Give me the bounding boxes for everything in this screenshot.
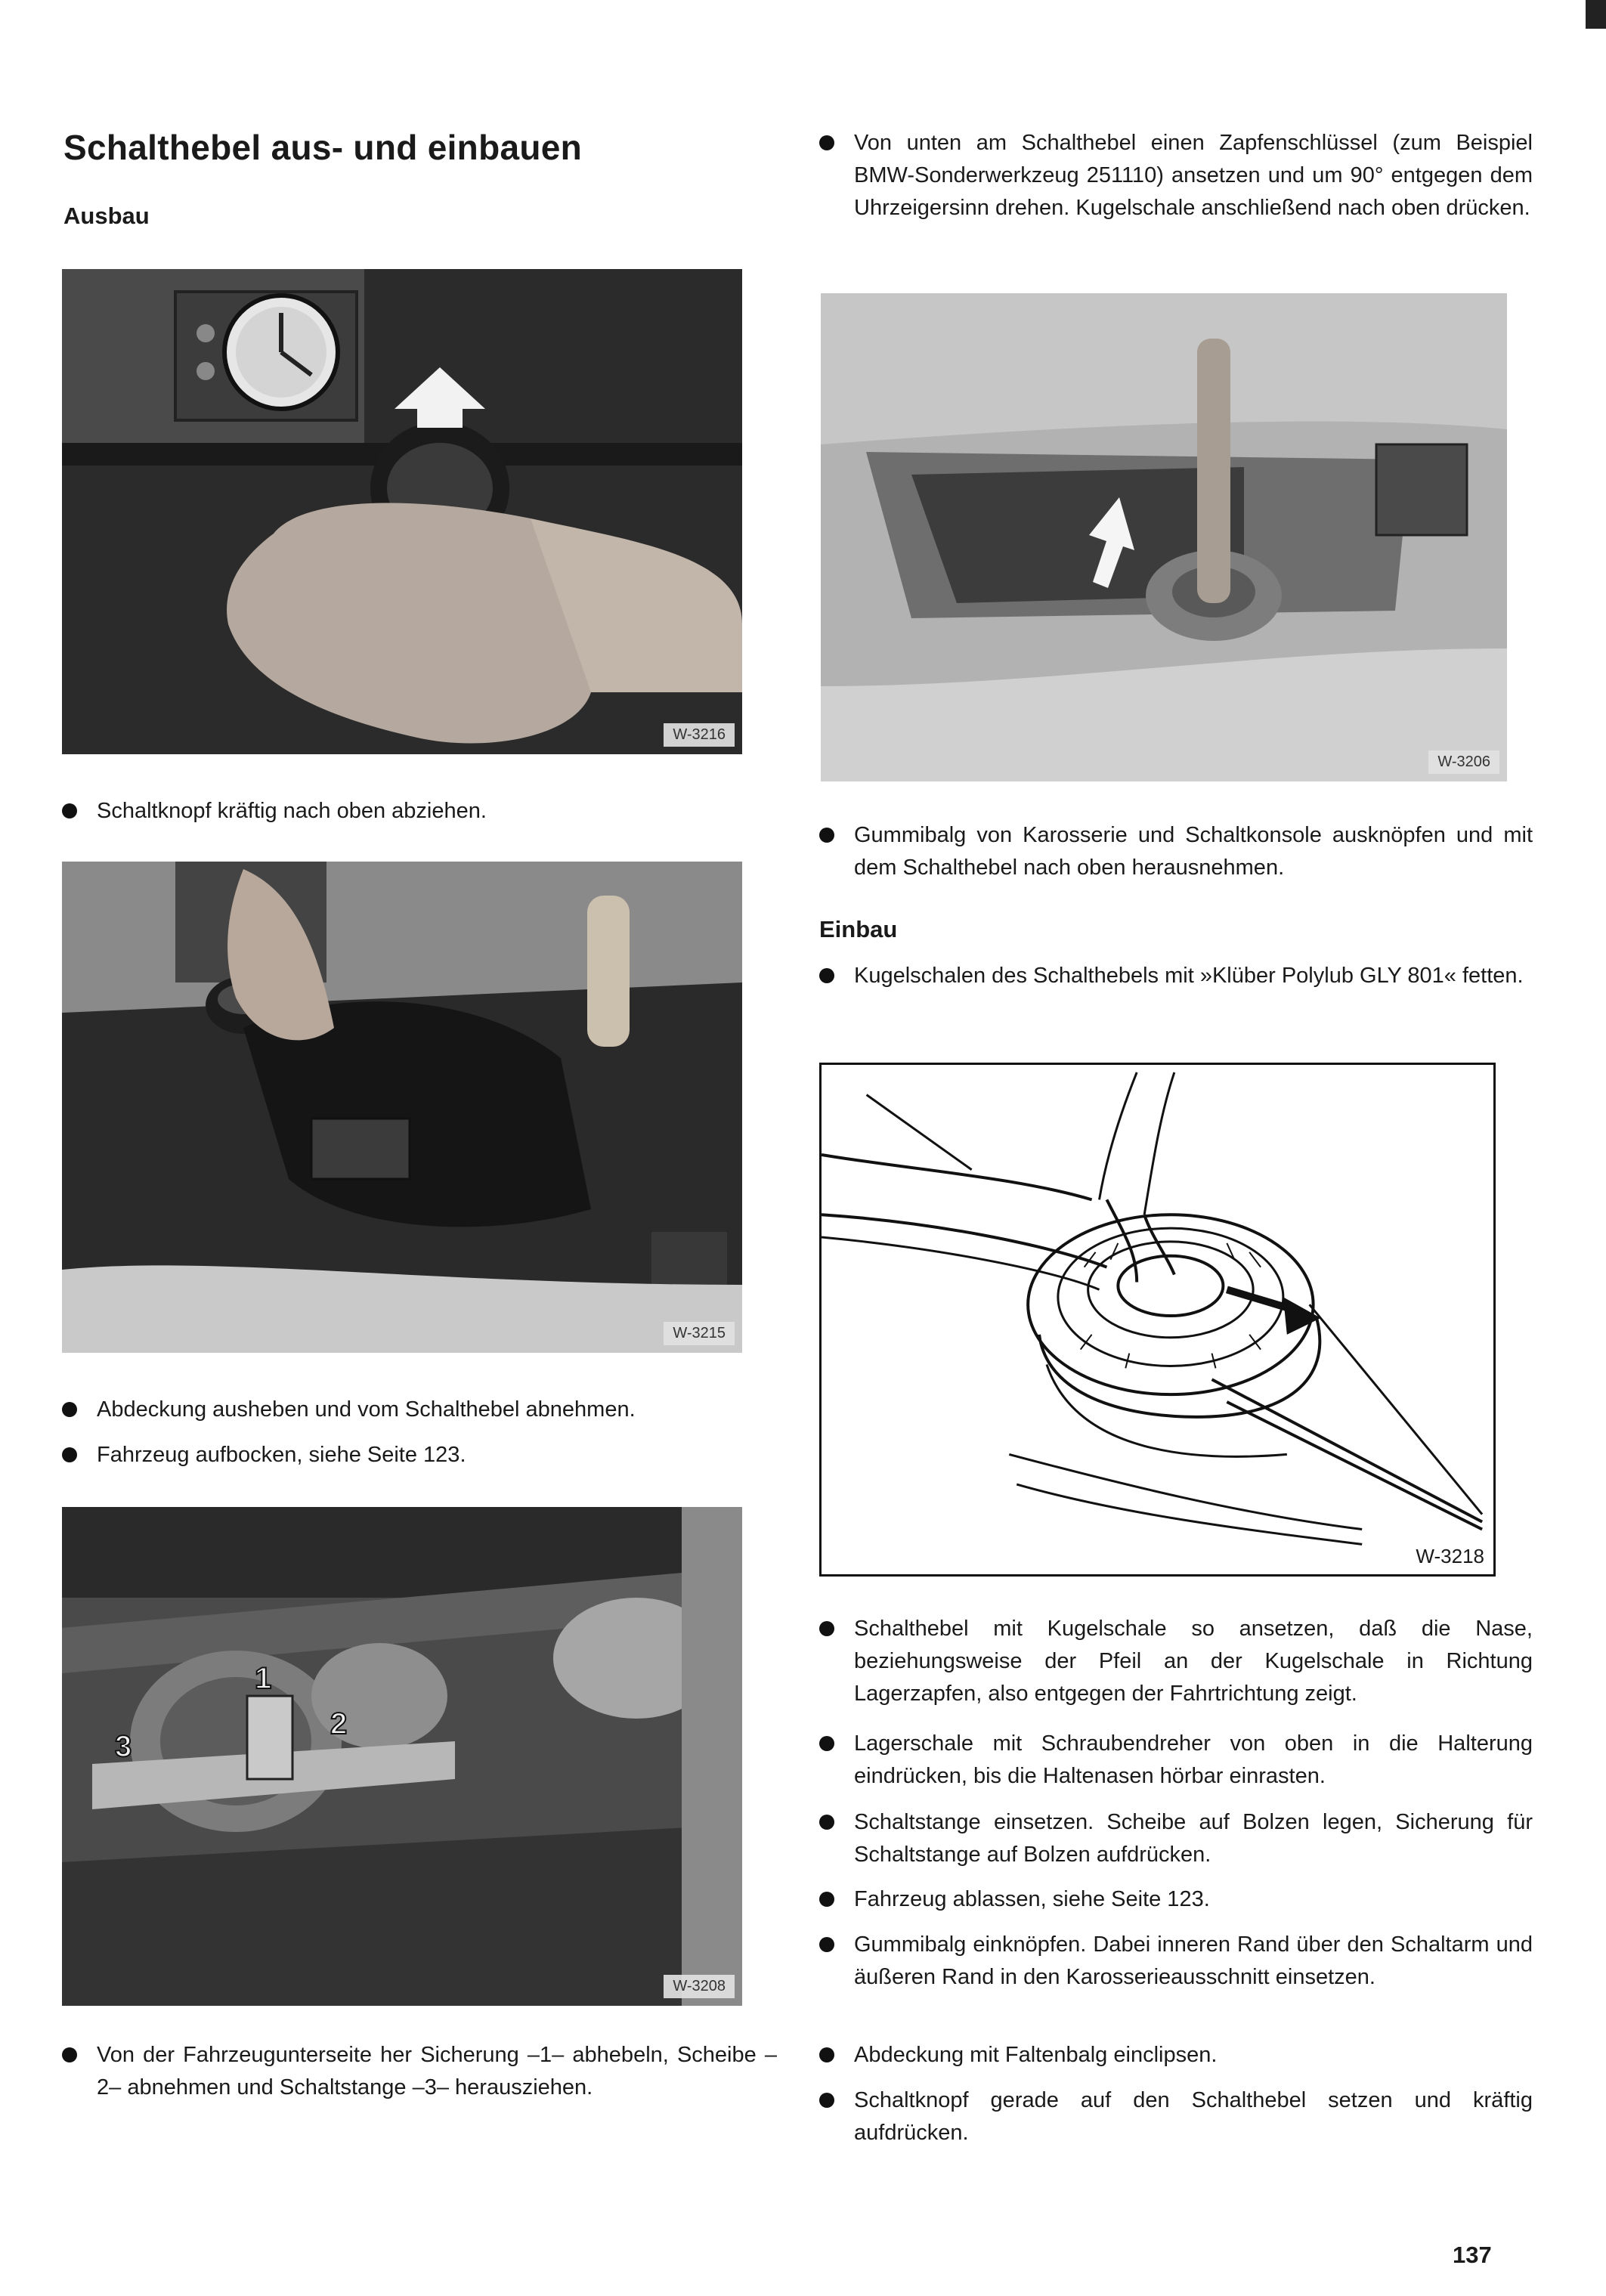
bullet-dot [62, 1402, 77, 1417]
label-1-sicherung: 1 [255, 1662, 272, 1695]
label-2-scheibe: 2 [330, 1707, 348, 1741]
photo-cover-removal [62, 862, 742, 1353]
photo-code-w3215: W-3215 [664, 1322, 735, 1345]
bullet-dot [819, 968, 834, 983]
bullet-dot [819, 828, 834, 843]
bullet-kugelschalen-fetten: Kugelschalen des Schalthebels mit »Klüber Polylub GLY 801« fetten. [819, 960, 1533, 992]
page-title: Schalthebel aus- und einbauen [63, 128, 583, 167]
bullet-lagerschale-eindruecken: Lagerschale mit Schraubendreher von oben in die Halterung eindrücken, bis die Haltenasen hörbar einrasten. [819, 1728, 1533, 1793]
section-heading-einbau: Einbau [819, 916, 898, 942]
bullet-abdeckung-ausheben: Abdeckung ausheben und vom Schalthebel abnehmen. [62, 1394, 777, 1426]
bullet-dot [62, 2047, 77, 2062]
photo-shift-console [821, 293, 1507, 781]
bullet-dot [819, 135, 834, 150]
bullet-gummibalg-einknoepfen: Gummibalg einknöpfen. Dabei inneren Rand über den Schaltarm und äußeren Rand in den Karosserieausschnitt einsetzen. [819, 1929, 1533, 1994]
bullet-schaltstange-einsetzen: Schaltstange einsetzen. Scheibe auf Bolzen legen, Sicherung für Schaltstange auf Bolzen aufdrücken. [819, 1806, 1533, 1871]
bullet-schaltknopf-abziehen: Schaltknopf kräftig nach oben abziehen. [62, 795, 777, 828]
bullet-abdeckung-einclipsen: Abdeckung mit Faltenbalg einclipsen. [819, 2039, 1533, 2072]
bullet-fahrzeug-ablassen: Fahrzeug ablassen, siehe Seite 123. [819, 1883, 1533, 1916]
bullet-fahrzeug-aufbocken: Fahrzeug aufbocken, siehe Seite 123. [62, 1439, 777, 1471]
photo-code-w3216: W-3216 [664, 723, 735, 747]
bullet-dot [819, 2093, 834, 2108]
bullet-schaltknopf-aufdruecken: Schaltknopf gerade auf den Schalthebel setzen und kräftig aufdrücken. [819, 2084, 1533, 2149]
drawing-code-w3218: W-3218 [1413, 1545, 1487, 1568]
bullet-dot [819, 1736, 834, 1751]
bullet-dot [62, 803, 77, 818]
bullet-sicherung-abhebeln: Von der Fahrzeugunterseite her Sicherung –1– abhebeln, Scheibe –2– abnehmen und Schaltstange –3– herausziehen. [62, 2039, 777, 2104]
page-edge-mark [1586, 0, 1606, 29]
bullet-kugelschale-ansetzen: Schalthebel mit Kugelschale so ansetzen, daß die Nase, beziehungsweise der Pfeil an der Kugelschale in Richtung Lagerzapfen, also entgegen der Fahrtrichtung zeigt. [819, 1613, 1533, 1710]
bullet-dot [819, 1892, 834, 1907]
bullet-dot [819, 1815, 834, 1830]
page-number: 137 [1453, 2242, 1492, 2268]
bullet-zapfenschluessel-ansetzen: Von unten am Schalthebel einen Zapfenschlüssel (zum Beispiel BMW-Sonderwerkzeug 251110) ansetzen und um 90° entgegen dem Uhrzeigersinn drehen. Kugelschale anschließend nach oben drücken. [819, 127, 1533, 224]
drawing-ball-socket [819, 1063, 1496, 1577]
section-heading-ausbau: Ausbau [63, 203, 150, 229]
bullet-dot [819, 1621, 834, 1636]
label-3-schaltstange: 3 [115, 1730, 132, 1763]
bullet-gummibalg-ausknoepfen: Gummibalg von Karosserie und Schaltkonsole ausknöpfen und mit dem Schalthebel nach oben herausnehmen. [819, 819, 1533, 884]
bullet-dot [62, 1447, 77, 1462]
bullet-dot [819, 1937, 834, 1952]
photo-code-w3206: W-3206 [1428, 750, 1499, 774]
photo-code-w3208: W-3208 [664, 1975, 735, 1998]
bullet-dot [819, 2047, 834, 2062]
photo-gear-knob-removal [62, 269, 742, 754]
photo-underside-linkage [62, 1507, 742, 2006]
